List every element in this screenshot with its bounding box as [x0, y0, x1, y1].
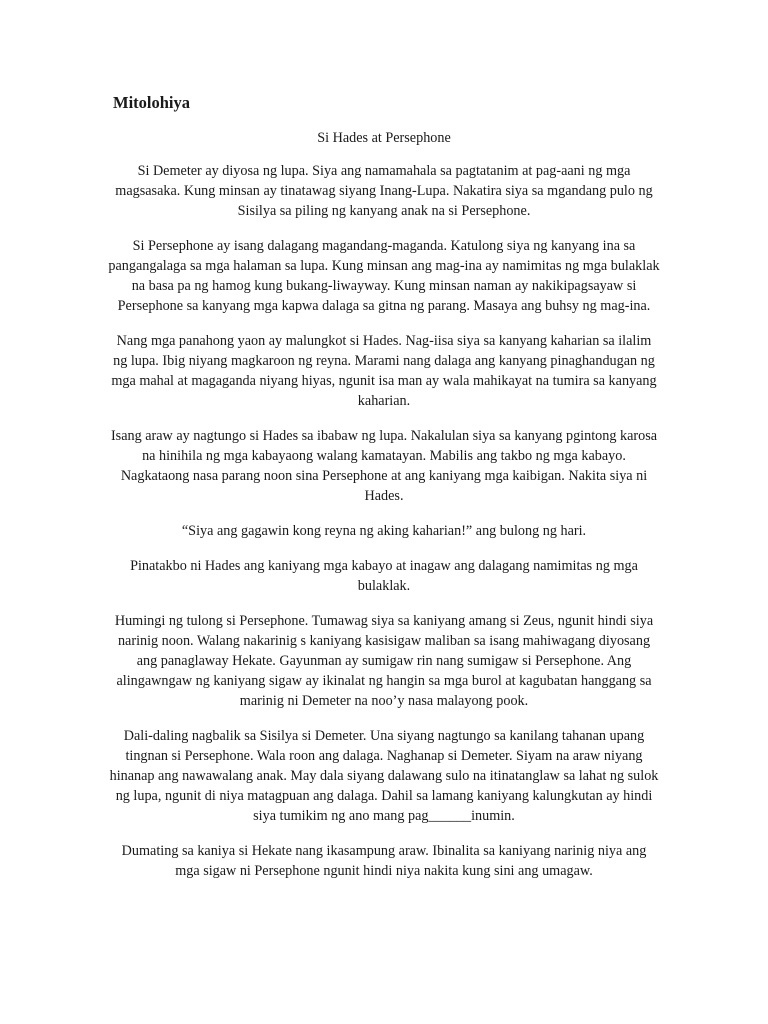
paragraph-5-quote: “Siya ang gagawin kong reyna ng aking kaharian!” ang bulong ng hari.	[181, 523, 587, 539]
paragraph-2: Si Persephone ay isang dalagang magandang-maganda. Katulong siya ng kanyang ina sa pangangalaga sa mga halaman sa lupa. Kung minsan ang mag-ina ay namimitas ng mga bulaklak na basa pa ng hamog kung bukang-liwayway. Kung minsan naman ay nakikipagsayaw si Persephone sa kanyang mga kapwa dalaga sa gitna ng parang. Masaya ang buhsy ng mag-ina.	[108, 238, 660, 314]
story-body	[108, 128, 660, 896]
paragraph-8: Dali-daling nagbalik sa Sisilya si Demeter. Una siyang nagtungo sa kanilang tahanan upang tingnan si Persephone. Wala roon ang dalaga. Naghanap si Demeter. Siyam na araw niyang hinanap ang nawawalang anak. May dala siyang dalawang sulo na itinatanglaw sa lahat ng sulok ng lupa, ngunit di niya matagpuan ang dalaga. Dahil sa lamang kaniyang kalungkutan ay hindi siya tumikim ng ano mang pag______inumin.	[109, 728, 659, 824]
paragraph-7: Humingi ng tulong si Persephone. Tumawag siya sa kaniyang amang si Zeus, ngunit hindi siya narinig noon. Walang nakarinig s kaniyang kasisigaw maliban sa isang mahiwagang diyosang ang panaglaway Hekate. Gayunman ay sumigaw rin nang sumigaw si Persephone. Ang alingawngaw ng kaniyang sigaw ay ikinalat ng hangin sa mga burol at kagubatan hanggang sa marinig ni Demeter na noo’y nasa malayong pook.	[114, 613, 654, 709]
paragraph-9: Dumating sa kaniya si Hekate nang ikasampung araw. Ibinalita sa kaniyang narinig niya ang mga sigaw ni Persephone ngunit hindi niya nakita kung sini ang umagaw.	[121, 843, 647, 879]
paragraph-4: Isang araw ay nagtungo si Hades sa ibabaw ng lupa. Nakalulan siya sa kanyang pgintong karosa na hinihila ng mga kabayaong walang kamatayan. Mabilis ang takbo ng mga kabayo. Nagkataong nasa parang noon sina Persephone at ang kaniyang mga kaibigan. Nakita siya ni Hades.	[110, 428, 658, 504]
story-title: Si Hades at Persephone	[317, 130, 451, 146]
paragraph-3: Nang mga panahong yaon ay malungkot si Hades. Nag-iisa siya sa kanyang kaharian sa ilalim ng lupa. Ibig niyang magkaroon ng reyna. Marami nang dalaga ang kanyang pinaghandugan ng mga mahal at magaganda niyang hiyas, ngunit isa man ay wala mahikayat na tumira sa kanyang kaharian.	[111, 333, 657, 409]
document-heading: Mitolohiya	[113, 93, 190, 112]
paragraph-6: Pinatakbo ni Hades ang kaniyang mga kabayo at inagaw ang dalagang namimitas ng mga bulaklak.	[130, 558, 638, 594]
paragraph-1: Si Demeter ay diyosa ng lupa. Siya ang namamahala sa pagtatanim at pag-aani ng mga magsasaka. Kung minsan ay tinatawag siyang Inang-Lupa. Nakatira siya sa mgandang pulo ng Sisilya sa piling ng kanyang anak na si Persephone.	[115, 163, 653, 219]
